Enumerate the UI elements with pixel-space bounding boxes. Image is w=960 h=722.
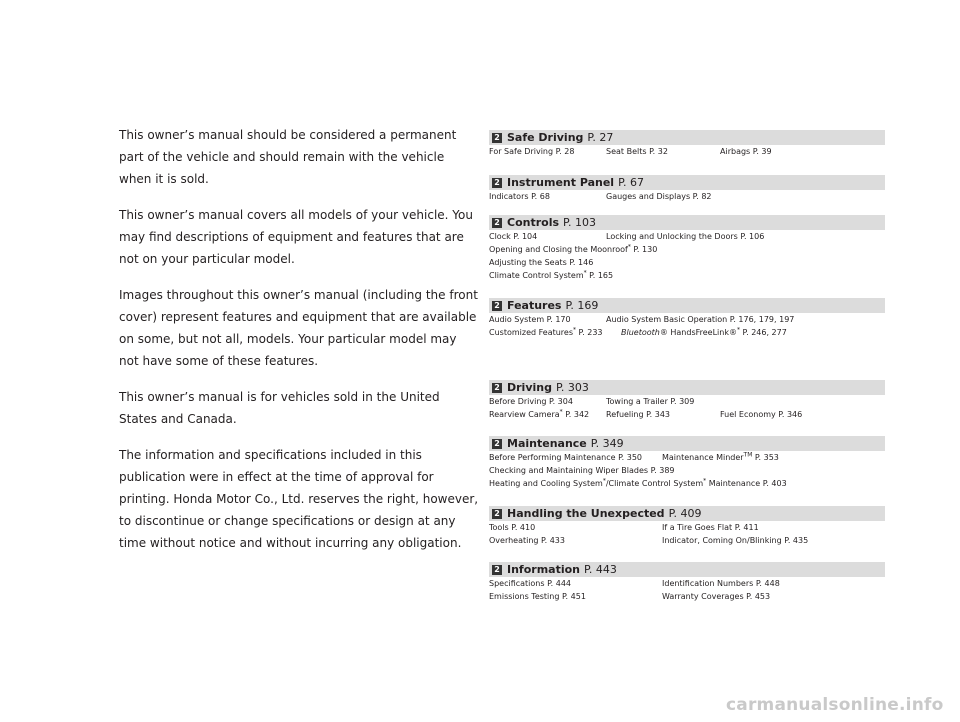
- section-page[interactable]: P. 443: [584, 563, 617, 576]
- toc-row: [489, 243, 885, 256]
- section-title[interactable]: Controls: [507, 216, 560, 229]
- toc-link[interactable]: Bluetooth® HandsFreeLink®* P. 246, 277: [621, 326, 787, 337]
- toc-row: [489, 395, 885, 408]
- section-title[interactable]: Safe Driving: [507, 131, 584, 144]
- toc-row: [489, 451, 885, 464]
- toc-row: [489, 313, 885, 326]
- toc-link[interactable]: Checking and Maintaining Wiper Blades P. 389: [489, 466, 675, 475]
- toc-row: [489, 590, 885, 603]
- section-page[interactable]: P. 409: [668, 507, 702, 520]
- toc-link[interactable]: Climate Control System* P. 165: [489, 269, 614, 280]
- toc-row: [489, 577, 885, 590]
- toc-link[interactable]: Maintenance Minder™ P. 353: [662, 451, 779, 462]
- toc-link[interactable]: Fuel Economy P. 346: [720, 410, 803, 419]
- section-page[interactable]: P. 303: [555, 381, 589, 394]
- section-header[interactable]: [489, 506, 885, 521]
- section-safe-driving: [489, 130, 885, 158]
- section-header[interactable]: [489, 380, 885, 395]
- toc-link[interactable]: Heating and Cooling System*/Climate Control System* Maintenance P. 403: [489, 477, 787, 488]
- toc-link[interactable]: Tools P. 410: [489, 523, 536, 532]
- toc-link[interactable]: Before Performing Maintenance P. 350: [489, 453, 643, 462]
- section-header[interactable]: [489, 562, 885, 577]
- toc-link[interactable]: Indicators P. 68: [489, 192, 550, 201]
- toc-row: [489, 256, 885, 269]
- toc-link[interactable]: Indicator, Coming On/Blinking P. 435: [662, 536, 809, 545]
- toc-link[interactable]: If a Tire Goes Flat P. 411: [662, 523, 759, 532]
- watermark: carmanualsonline.info: [726, 695, 944, 715]
- toc-link[interactable]: Overheating P. 433: [489, 536, 565, 545]
- toc-row: [489, 190, 885, 203]
- section-page[interactable]: P. 27: [587, 131, 614, 144]
- section-handling-the-unexpected: [489, 506, 885, 547]
- section-page[interactable]: P. 103: [563, 216, 596, 229]
- section-controls: [489, 215, 885, 282]
- section-features: [489, 298, 885, 339]
- section-header[interactable]: [489, 298, 885, 313]
- section-title[interactable]: Maintenance: [507, 437, 587, 450]
- section-title[interactable]: Features: [507, 299, 562, 312]
- toc-row: [489, 521, 885, 534]
- intro-paragraph-2: This owner’s manual covers all models of your vehicle. You may find descriptions of equipment and features that are not on your particular model.: [119, 208, 473, 266]
- reference-arrow-icon: 2: [492, 301, 502, 311]
- toc-row: [489, 326, 885, 339]
- toc-link[interactable]: Audio System Basic Operation P. 176, 179, 197: [606, 315, 795, 324]
- toc-link[interactable]: For Safe Driving P. 28: [489, 147, 575, 156]
- section-header[interactable]: [489, 130, 885, 145]
- intro-paragraph-3: Images throughout this owner’s manual (including the front cover) represent features and equipment that are available on some, but not all, models. Your particular model may not have some of these features.: [119, 288, 478, 368]
- toc-link[interactable]: Rearview Camera* P. 342: [489, 408, 590, 419]
- reference-arrow-icon: 2: [492, 178, 502, 188]
- toc-link[interactable]: Towing a Trailer P. 309: [606, 397, 695, 406]
- section-header[interactable]: [489, 436, 885, 451]
- section-title[interactable]: Instrument Panel: [507, 176, 615, 189]
- toc-link[interactable]: Specifications P. 444: [489, 579, 572, 588]
- section-header[interactable]: [489, 175, 885, 190]
- section-maintenance: [489, 436, 885, 490]
- reference-arrow-icon: 2: [492, 565, 502, 575]
- toc-link[interactable]: Customized Features* P. 233: [489, 326, 603, 337]
- reference-arrow-icon: 2: [492, 509, 502, 519]
- toc-link[interactable]: Clock P. 104: [489, 232, 538, 241]
- reference-arrow-icon: 2: [492, 133, 502, 143]
- section-title[interactable]: Driving: [507, 381, 552, 394]
- intro-text: [119, 124, 479, 568]
- toc-row: [489, 408, 885, 421]
- intro-paragraph-5: The information and specifications included in this publication were in effect at the time of approval for printing. Honda Motor Co., Ltd. reserves the right, however, to discontinue or change specifications or design at any time without notice and without incurring any obligation.: [119, 448, 479, 550]
- toc-link[interactable]: Locking and Unlocking the Doors P. 106: [606, 232, 765, 241]
- toc-link[interactable]: Adjusting the Seats P. 146: [489, 258, 594, 267]
- toc-row: [489, 534, 885, 547]
- toc-link[interactable]: Airbags P. 39: [720, 147, 772, 156]
- reference-arrow-icon: 2: [492, 218, 502, 228]
- toc-link[interactable]: Opening and Closing the Moonroof* P. 130: [489, 243, 658, 254]
- section-header[interactable]: [489, 215, 885, 230]
- toc-row: [489, 477, 885, 490]
- toc-link[interactable]: Refueling P. 343: [606, 410, 670, 419]
- section-information: [489, 562, 885, 603]
- toc-link[interactable]: Emissions Testing P. 451: [489, 592, 586, 601]
- section-page[interactable]: P. 349: [590, 437, 624, 450]
- toc-row: [489, 230, 885, 243]
- toc-link[interactable]: Audio System P. 170: [489, 315, 571, 324]
- intro-paragraph-4: This owner’s manual is for vehicles sold in the United States and Canada.: [119, 390, 440, 426]
- section-driving: [489, 380, 885, 421]
- toc-row: [489, 145, 885, 158]
- reference-arrow-icon: 2: [492, 439, 502, 449]
- toc-link[interactable]: Identification Numbers P. 448: [662, 579, 780, 588]
- toc-row: [489, 464, 885, 477]
- section-page[interactable]: P. 169: [565, 299, 599, 312]
- section-page[interactable]: P. 67: [618, 176, 644, 189]
- section-title[interactable]: Handling the Unexpected: [507, 507, 665, 520]
- toc-link[interactable]: Warranty Coverages P. 453: [662, 592, 771, 601]
- section-instrument-panel: [489, 175, 885, 203]
- reference-arrow-icon: 2: [492, 383, 502, 393]
- toc-link[interactable]: Gauges and Displays P. 82: [606, 192, 712, 201]
- toc-link[interactable]: Seat Belts P. 32: [606, 147, 668, 156]
- section-title[interactable]: Information: [507, 563, 580, 576]
- intro-paragraph-1: This owner’s manual should be considered a permanent part of the vehicle and should remain with the vehicle when it is sold.: [119, 128, 457, 186]
- toc-link[interactable]: Before Driving P. 304: [489, 397, 573, 406]
- toc-row: [489, 269, 885, 282]
